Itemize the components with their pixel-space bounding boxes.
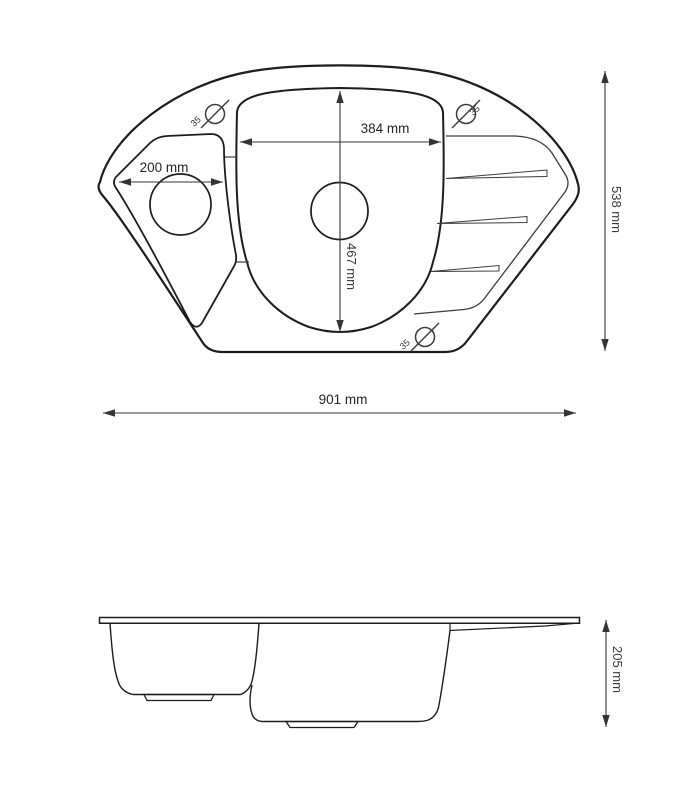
side-drainer-underside xyxy=(450,623,576,630)
tap-hole-diameter-label: 35 xyxy=(467,103,482,118)
dimension-label: 205 mm xyxy=(610,646,625,693)
dimension-overall-depth xyxy=(605,71,624,351)
dimension-label: 200 mm xyxy=(139,160,189,175)
dimension-left-bowl-width xyxy=(119,160,223,182)
outer-outline xyxy=(99,65,579,352)
tap-hole-symbol-top-right xyxy=(452,100,482,128)
tap-hole-diameter-label: 35 xyxy=(188,114,203,129)
drainer-outline xyxy=(414,136,568,314)
drainer-groove xyxy=(446,170,547,179)
side-big-bowl-right-wall xyxy=(417,631,450,722)
dimension-label: 538 mm xyxy=(609,186,624,233)
dimension-overall-width xyxy=(103,392,576,413)
left-bowl-drain-circle xyxy=(150,174,211,235)
side-small-bowl-left-wall xyxy=(110,623,241,694)
side-big-bowl-drain-flange xyxy=(286,722,358,728)
dimension-label: 384 mm xyxy=(360,121,410,136)
sink-top-view xyxy=(99,65,624,413)
drainer-groove xyxy=(431,266,499,272)
dimension-label: 467 mm xyxy=(344,243,359,290)
tap-hole-symbol-bottom xyxy=(398,323,439,351)
sink-side-view xyxy=(100,618,626,728)
side-rim xyxy=(100,618,580,624)
side-big-bowl-left-wall xyxy=(250,685,417,722)
side-small-bowl-right-wall xyxy=(241,623,259,694)
tap-hole-symbol-top-left xyxy=(189,100,229,128)
drainer-groove xyxy=(437,217,527,224)
dimension-main-bowl-depth xyxy=(340,91,359,332)
dimension-overall-height xyxy=(606,620,625,727)
tap-hole-diameter-label: 35 xyxy=(397,337,412,352)
side-small-bowl-drain-flange xyxy=(144,695,214,701)
dimension-label: 901 mm xyxy=(318,392,368,407)
